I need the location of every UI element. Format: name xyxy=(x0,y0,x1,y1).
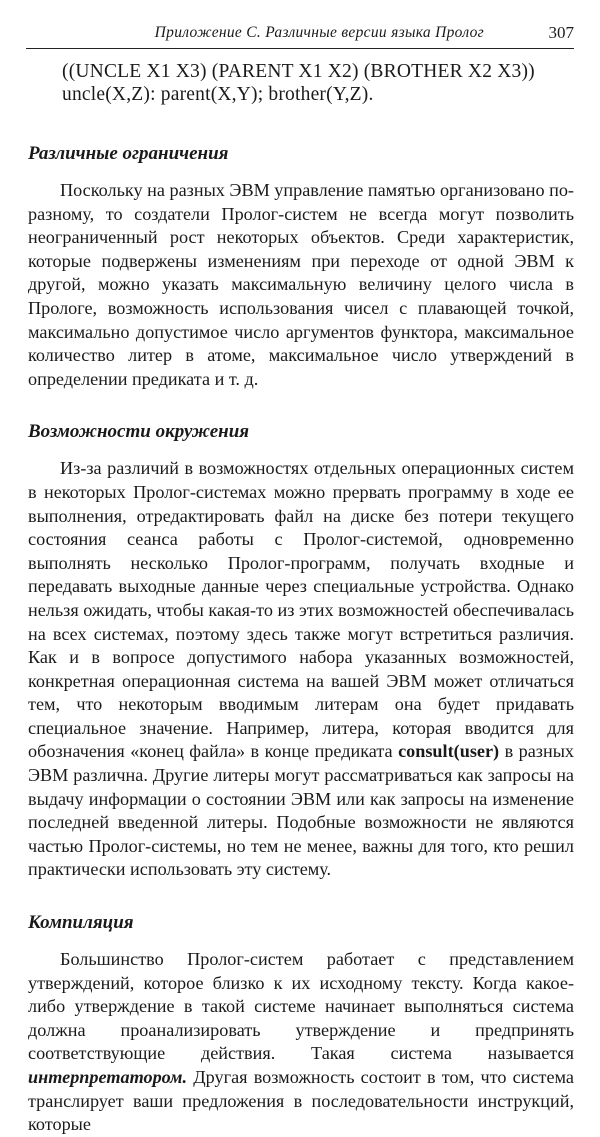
interpreter-term: интерпретатором. xyxy=(28,1067,188,1087)
section-text-compilation xyxy=(28,948,574,1137)
consult-predicate: consult(user) xyxy=(398,741,500,762)
section-text-environment xyxy=(28,457,574,882)
code-line-prolog: uncle(X,Z): parent(X,Y); brother(Y,Z). xyxy=(62,84,374,105)
running-title: Приложение С. Различные версии языка Пролог xyxy=(154,24,484,41)
environment-text-part1: Из-за различий в возможностях отдельных операционных систем в некоторых Пролог-системах можно прервать программу в ходе ее выполнения, отредактировать файл на диске без потери текущего состояния сеанса работы с Пролог-системой, одновременно выполнять несколько Пролог-программ, получать входные и передавать выходные данные через специальные устройства. Однако нельзя ожидать, чтобы какая-то из этих возможностей обеспечивалась на всех системах, поэтому здесь также могут встретиться различия. Как и в вопросе допустимого набора указанных возможностей, конкретная операционная система на вашей ЭВМ может отличаться тем, что некоторым вводимым литерам она будет придавать специальное значение. Например, литера, которая вводится для обозначения «конец файла» в конце предиката xyxy=(28,458,574,762)
environment-text-part2: в разных ЭВМ различна. Другие литеры могут рассматриваться как запросы на выдачу информации о состоянии ЭВМ или как запросы на изменение последней введенной литеры. Подобные возможности не являются частью Пролог-системы, но тем не менее, важны для того, кто решил практически использовать эту систему. xyxy=(28,741,575,880)
compilation-text-part1: Большинство Пролог-систем работает с представлением утверждений, которое близко к их исходному тексту. Когда какое-либо утверждение в такой системе начинает выполняться система должна проанализировать утверждение и предпринять соответствующие действия. Такая система называется xyxy=(28,949,574,1064)
section-title-compilation: Компиляция xyxy=(28,912,134,934)
section-title-limits: Различные ограничения xyxy=(28,143,229,164)
section-title-environment: Возможности окружения xyxy=(28,421,250,443)
page-content xyxy=(28,60,574,1137)
compilation-text-part2: Другая возможность состоит в том, что система транслирует ваши предложения в последовательности инструкций, которые xyxy=(28,1067,574,1135)
page-header xyxy=(26,14,574,49)
page-number: 307 xyxy=(548,23,574,42)
code-line-lisp: ((UNCLE X1 X3) (PARENT X1 X2) (BROTHER X2 X3)) xyxy=(62,61,535,82)
section-text-limits: Поскольку на разных ЭВМ управление памятью организовано по-разному, то создатели Пролог-систем не всегда могут позволить неограниченный рост некоторых объектов. Среди характеристик, которые подвержены изменениям при переходе от одной ЭВМ к другой, можно указать максимальную величину целого числа в Прологе, возможность использования чисел с плавающей точкой, максимально допустимое число аргументов функтора, максимальное количество литер в атоме, максимальное число утверждений в определении предиката и т. д. xyxy=(28,180,574,389)
